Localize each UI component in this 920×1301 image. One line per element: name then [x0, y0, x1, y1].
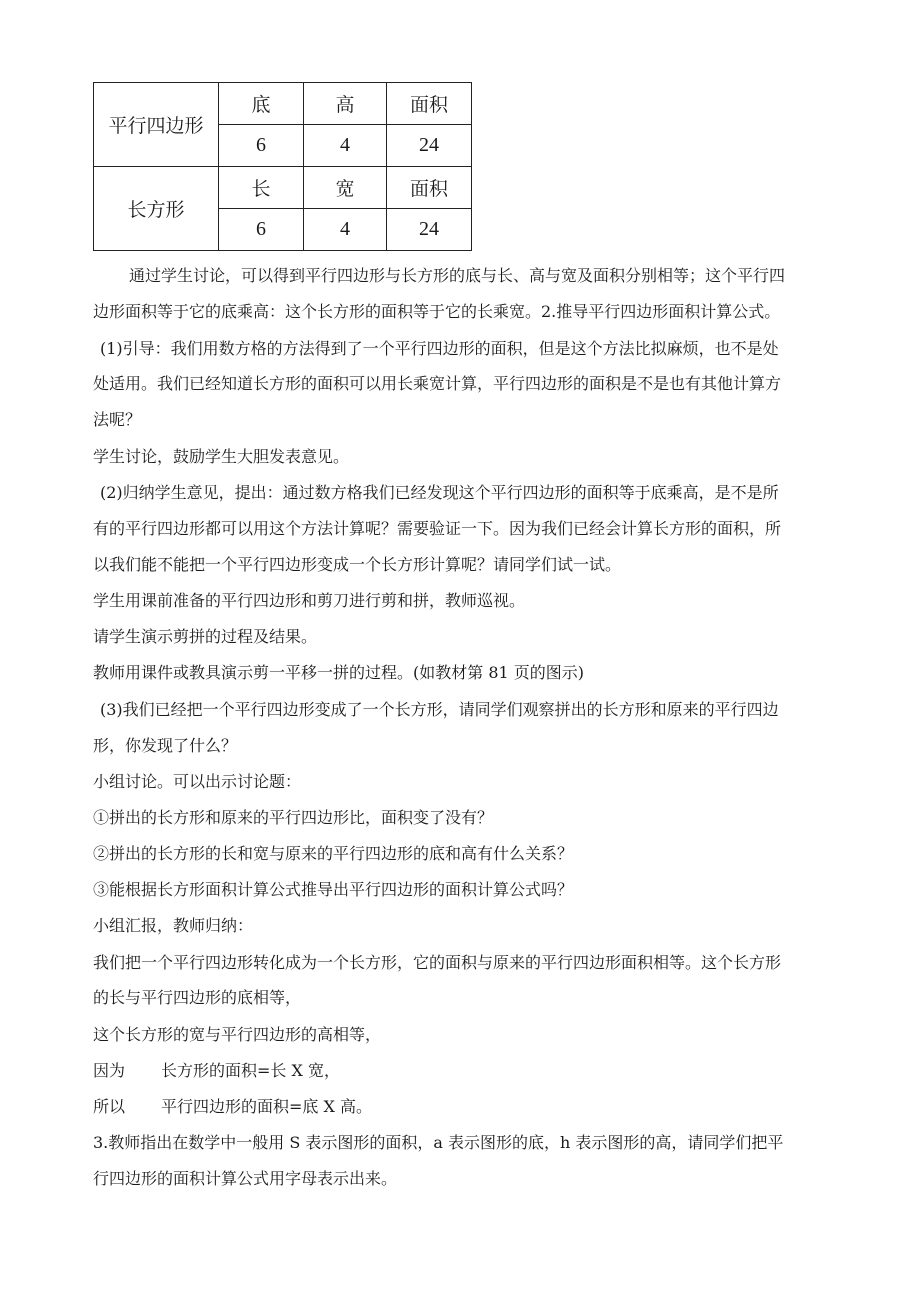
header-cell: 长: [219, 167, 304, 209]
comparison-table: [93, 82, 472, 251]
paragraph-line: 通过学生讨论，可以得到平行四边形与长方形的底与长、高与宽及面积分别相等；这个平行四: [129, 266, 786, 285]
paragraph-line: 学生讨论，鼓励学生大胆发表意见。: [93, 447, 350, 466]
header-cell: 面积: [387, 83, 472, 125]
paragraph-line: 有的平行四边形都可以用这个方法计算呢？需要验证一下。因为我们已经会计算长方形的面积，所: [93, 519, 782, 538]
so-text: 平行四边形的面积=底 X 高。: [161, 1097, 372, 1116]
shape-name-cell: 平行四边形: [94, 83, 219, 167]
header-cell: 面积: [387, 167, 472, 209]
table-row: [94, 167, 472, 209]
shape-name-cell: 长方形: [94, 167, 219, 251]
because-text: 长方形的面积=长 X 宽，: [161, 1061, 340, 1080]
paragraph-line: 处适用。我们已经知道长方形的面积可以用长乘宽计算，平行四边形的面积是不是也有其他计算方: [93, 374, 782, 393]
question-item: ②拼出的长方形的长和宽与原来的平行四边形的底和高有什么关系？: [93, 844, 574, 863]
so-label: 所以: [93, 1097, 126, 1116]
paragraph-line: (2)归纳学生意见，提出：通过数方格我们已经发现这个平行四边形的面积等于底乘高，是不是所: [100, 483, 779, 502]
paragraph-line: 边形面积等于它的底乘高：这个长方形的面积等于它的长乘宽。2.推导平行四边形面积计算公式。: [93, 302, 781, 321]
paragraph-line: 我们把一个平行四边形转化成为一个长方形，它的面积与原来的平行四边形面积相等。这个长方形: [93, 953, 782, 972]
paragraph-line: (3)我们已经把一个平行四边形变成了一个长方形，请同学们观察拼出的长方形和原来的平行四边: [100, 700, 779, 719]
header-cell: 高: [304, 83, 387, 125]
header-cell: 宽: [304, 167, 387, 209]
value-cell: 6: [219, 209, 304, 251]
so-line: [93, 1097, 372, 1117]
value-cell: 24: [387, 125, 472, 167]
paragraph-line: 行四边形的面积计算公式用字母表示出来。: [93, 1169, 398, 1188]
because-line: [93, 1061, 340, 1081]
header-cell: 底: [219, 83, 304, 125]
paragraph-line: 请学生演示剪拼的过程及结果。: [93, 627, 318, 646]
paragraph-line: 的长与平行四边形的底相等，: [93, 988, 302, 1007]
paragraph-line: 小组汇报，教师归纳：: [93, 916, 254, 935]
question-item: ③能根据长方形面积计算公式推导出平行四边形的面积计算公式吗？: [93, 880, 574, 899]
value-cell: 24: [387, 209, 472, 251]
value-cell: 4: [304, 209, 387, 251]
value-cell: 6: [219, 125, 304, 167]
value-cell: 4: [304, 125, 387, 167]
table-row: [94, 83, 472, 125]
paragraph-line: 3.教师指出在数学中一般用 S 表示图形的面积，a 表示图形的底，h 表示图形的高，请同学们把平: [93, 1133, 784, 1152]
paragraph-line: (1)引导：我们用数方格的方法得到了一个平行四边形的面积，但是这个方法比拟麻烦，也不是处: [100, 339, 779, 358]
paragraph-line: 小组讨论。可以出示讨论题：: [93, 772, 302, 791]
paragraph-line: 形，你发现了什么？: [93, 736, 238, 755]
paragraph-line: 以我们能不能把一个平行四边形变成一个长方形计算呢？请同学们试一试。: [93, 555, 622, 574]
paragraph-line: 这个长方形的宽与平行四边形的高相等，: [93, 1025, 382, 1044]
paragraph-line: 教师用课件或教具演示剪一平移一拼的过程。(如教材第 81 页的图示): [93, 663, 585, 682]
because-label: 因为: [93, 1061, 126, 1080]
paragraph-line: 学生用课前准备的平行四边形和剪刀进行剪和拼，教师巡视。: [93, 591, 526, 610]
question-item: ①拼出的长方形和原来的平行四边形比，面积变了没有？: [93, 808, 494, 827]
paragraph-line: 法呢？: [93, 410, 142, 429]
